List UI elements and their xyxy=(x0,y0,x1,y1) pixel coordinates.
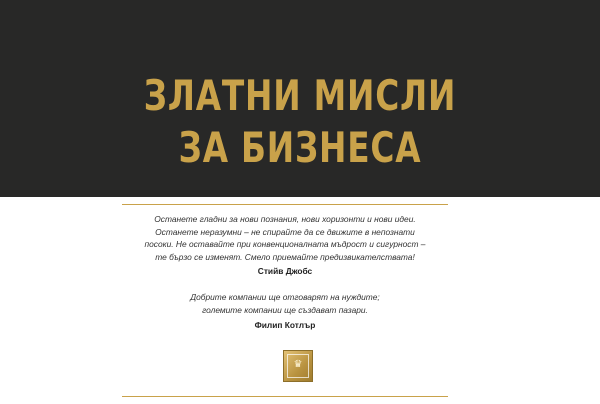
quote-2-author: Филип Котлър xyxy=(254,320,316,330)
bottom-divider xyxy=(122,396,448,397)
top-divider xyxy=(122,204,448,205)
quote-2-line-1: Добрите компании ще отговарят на нуждите; xyxy=(190,292,380,302)
quote-1-line-2: Останете неразумни – не спирайте да се движите в непознати xyxy=(155,226,415,237)
quote-1-line-1: Останете гладни за нови познания, нови хоризонти и нови идеи. xyxy=(154,214,416,224)
title-line-1: ЗЛАТНИ МИСЛИ xyxy=(143,71,457,120)
crown-icon: ♛ xyxy=(293,359,303,370)
quote-2 xyxy=(130,291,440,316)
quote-1-line-4: те бързо се изменят. Смело приемайте предизвикателствата! xyxy=(155,251,415,262)
quote-2-line-2: големите компании ще създават пазари. xyxy=(202,304,368,315)
title-line-2: ЗА БИЗНЕСА xyxy=(178,123,422,172)
quote-1-line-3: посоки. Не оставайте при конвенционалната мъдрост и сигурност – xyxy=(144,239,426,249)
publisher-logo xyxy=(283,350,313,382)
quote-1 xyxy=(130,213,440,263)
quote-1-author: Стийв Джобс xyxy=(257,266,313,276)
cover-title xyxy=(66,70,534,174)
